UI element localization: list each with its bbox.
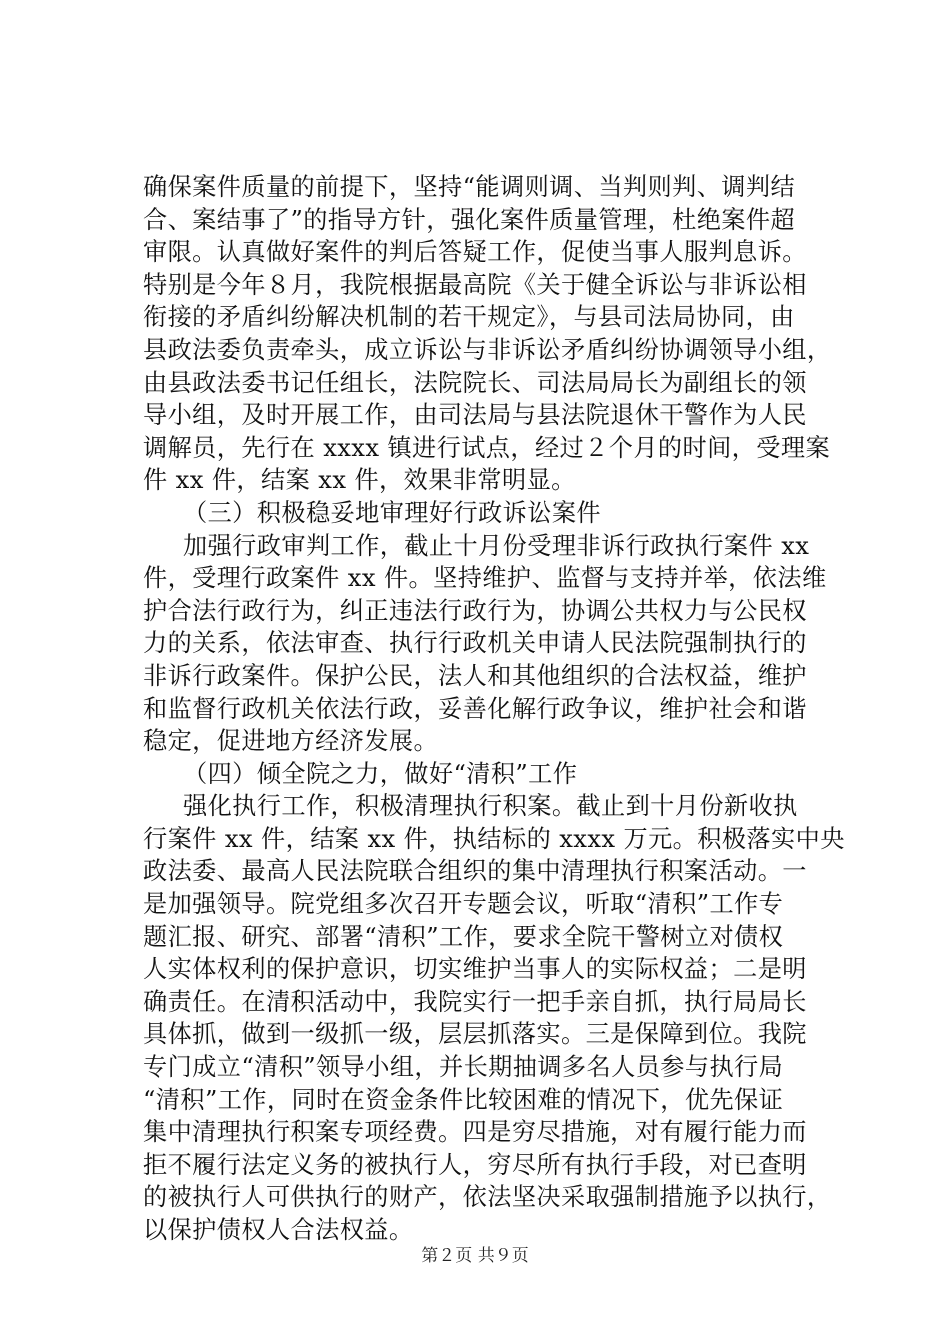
- text-line: 护合法行政行为，纠正违法行政行为，协调公共权力与公民权: [143, 596, 807, 625]
- text-line: 非诉行政案件。保护公民，法人和其他组织的合法权益，维护: [143, 661, 807, 690]
- text-line: 衔接的矛盾纠纷解决机制的若干规定》，与县司法局协同，由: [143, 303, 795, 332]
- text-line: 确保案件质量的前提下，坚持“能调则调、当判则判、调判结: [143, 173, 796, 201]
- heading-line: （四）倾全院之力，做好“清积”工作: [183, 759, 578, 788]
- text-line: 审限。认真做好案件的判后答疑工作，促使当事人服判息诉。: [143, 238, 807, 267]
- paragraph-administrative-trial: [143, 530, 833, 758]
- text-line: 专门成立“清积”领导小组，并长期抽调多名人员参与执行局: [143, 1053, 784, 1082]
- text-line: 稳定，促进地方经济发展。: [143, 727, 439, 756]
- document-body: [143, 171, 845, 1247]
- text-line: 是加强领导。院党组多次召开专题会议，听取“清积”工作专: [143, 890, 784, 919]
- text-line: 具体抓，做到一级抓一级，层层抓落实。三是保障到位。我院: [143, 1020, 807, 1049]
- text-line: 导小组，及时开展工作，由司法局与县法院退休干警作为人民: [143, 401, 807, 430]
- text-line: 拒不履行法定义务的被执行人，穷尽所有执行手段，对已查明: [143, 1150, 807, 1179]
- heading-line: （三）积极稳妥地审理好行政诉讼案件: [183, 498, 601, 527]
- paragraph-enforcement-work: [143, 790, 845, 1246]
- text-line: 特别是今年８月，我院根据最高院《关于健全诉讼与非诉讼相: [143, 270, 807, 299]
- text-line: 力的关系，依法审查、执行行政机关申请人民法院强制执行的: [143, 629, 807, 658]
- text-line: 强化执行工作，积极清理执行积案。截止到十月份新收执: [183, 792, 798, 821]
- text-line: 行案件 xx 件，结案 xx 件，执结标的 xxxx 万元。积极落实中央: [143, 824, 845, 853]
- text-line: 集中清理执行积案专项经费。四是穷尽措施，对有履行能力而: [143, 1118, 807, 1147]
- text-line: 的被执行人可供执行的财产，依法坚决采取强制措施予以执行，: [143, 1183, 832, 1212]
- text-line: 以保护债权人合法权益。: [143, 1216, 414, 1244]
- text-line: 件，受理行政案件 xx 件。坚持维护、监督与支持并举，依法维: [143, 564, 827, 593]
- page-footer: [0, 1245, 950, 1267]
- text-line: 人实体权利的保护意识，切实维护当事人的实际权益；二是明: [143, 955, 807, 984]
- text-line: 由县政法委书记任组长，法院院长、司法局局长为副组长的领: [143, 368, 807, 397]
- text-line: 题汇报、研究、部署“清积”工作，要求全院干警树立对债权: [143, 922, 784, 951]
- text-line: 确责任。在清积活动中，我院实行一把手亲自抓，执行局局长: [143, 987, 807, 1016]
- text-line: 件 xx 件，结案 xx 件，效果非常明显。: [143, 466, 576, 495]
- section-heading-backlog-clearing: [143, 758, 833, 791]
- text-line: 调解员，先行在 xxxx 镇进行试点，经过２个月的时间，受理案: [143, 433, 831, 462]
- section-heading-administrative-litigation: [143, 497, 833, 530]
- text-line: 加强行政审判工作，截止十月份受理非诉行政执行案件 xx: [183, 531, 810, 560]
- text-line: 政法委、最高人民法院联合组织的集中清理执行积案活动。一: [143, 857, 807, 886]
- text-line: 县政法委负责牵头，成立诉讼与非诉讼矛盾纠纷协调领导小组，: [143, 335, 832, 364]
- paragraph-case-quality: [143, 171, 833, 497]
- page-number: 第２页 共９页: [421, 1246, 529, 1266]
- text-line: 合、案结事了”的指导方针，强化案件质量管理，杜绝案件超: [143, 205, 796, 234]
- text-line: “清积”工作，同时在资金条件比较困难的情况下，优先保证: [143, 1085, 784, 1114]
- text-line: 和监督行政机关依法行政，妥善化解行政争议，维护社会和谐: [143, 694, 807, 723]
